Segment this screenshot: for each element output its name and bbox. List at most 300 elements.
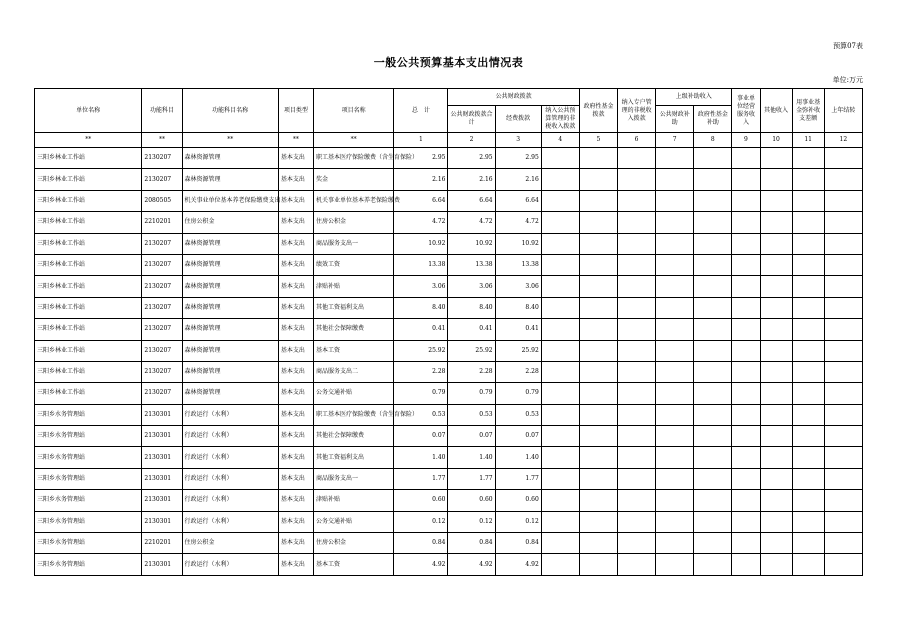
cell-fund-deficit: [792, 404, 824, 425]
cell-other-income: [760, 148, 792, 169]
cell-sup-gov-fund: [694, 468, 732, 489]
cell-func-code: 2130301: [142, 468, 182, 489]
cell-sup-public: [656, 233, 694, 254]
code-cell: **: [278, 133, 313, 148]
code-cell: 11: [792, 133, 824, 148]
cell-pf-nontax: [541, 169, 579, 190]
cell-item-name: 住房公积金: [313, 212, 393, 233]
cell-carryover: [824, 254, 862, 275]
cell-pf-subtotal: 4.72: [448, 212, 495, 233]
table-row: [35, 426, 863, 447]
cell-other-income: [760, 212, 792, 233]
cell-pf-subtotal: 0.60: [448, 490, 495, 511]
cell-pf-subtotal: 13.38: [448, 254, 495, 275]
table-row: [35, 254, 863, 275]
table-row: [35, 233, 863, 254]
cell-pf-nontax: [541, 554, 579, 575]
cell-item-type: 基本支出: [278, 468, 313, 489]
cell-unit-name: 三阳乡林业工作站: [35, 340, 142, 361]
table-row: [35, 383, 863, 404]
cell-pf-nontax: [541, 254, 579, 275]
cell-pf-nontax: [541, 533, 579, 554]
cell-sup-gov-fund: [694, 190, 732, 211]
cell-fund-deficit: [792, 276, 824, 297]
cell-sup-public: [656, 511, 694, 532]
cell-sup-public: [656, 190, 694, 211]
cell-sup-gov-fund: [694, 383, 732, 404]
cell-sup-public: [656, 447, 694, 468]
cell-func-code: 2130301: [142, 554, 182, 575]
header-business: 事业单位经营服务收入: [732, 89, 760, 133]
cell-pf-subtotal: 25.92: [448, 340, 495, 361]
cell-carryover: [824, 554, 862, 575]
cell-gov-fund: [579, 276, 617, 297]
cell-fund-deficit: [792, 190, 824, 211]
table-row: [35, 447, 863, 468]
cell-fund-deficit: [792, 361, 824, 382]
cell-special-nontax: [618, 297, 656, 318]
cell-fund-deficit: [792, 148, 824, 169]
cell-carryover: [824, 233, 862, 254]
cell-func-name: 森林资源管理: [182, 148, 278, 169]
cell-special-nontax: [618, 276, 656, 297]
cell-carryover: [824, 490, 862, 511]
code-cell: 10: [760, 133, 792, 148]
cell-special-nontax: [618, 490, 656, 511]
cell-item-name: 奖金: [313, 169, 393, 190]
cell-sup-public: [656, 276, 694, 297]
cell-fund-deficit: [792, 383, 824, 404]
cell-sup-public: [656, 361, 694, 382]
cell-item-type: 基本支出: [278, 426, 313, 447]
cell-other-income: [760, 404, 792, 425]
cell-other-income: [760, 426, 792, 447]
cell-unit-name: 三阳乡林业工作站: [35, 319, 142, 340]
table-row: [35, 276, 863, 297]
cell-special-nontax: [618, 148, 656, 169]
cell-item-type: 基本支出: [278, 190, 313, 211]
cell-special-nontax: [618, 233, 656, 254]
cell-fund-deficit: [792, 233, 824, 254]
cell-total: 1.77: [394, 468, 448, 489]
cell-item-type: 基本支出: [278, 533, 313, 554]
cell-item-name: 基本工资: [313, 554, 393, 575]
cell-func-name: 住房公积金: [182, 533, 278, 554]
cell-func-code: 2130207: [142, 340, 182, 361]
cell-gov-fund: [579, 340, 617, 361]
cell-unit-name: 三阳乡林业工作站: [35, 212, 142, 233]
cell-gov-fund: [579, 169, 617, 190]
cell-item-type: 基本支出: [278, 490, 313, 511]
header-item-name: 项目名称: [313, 89, 393, 133]
cell-pf-expense: 0.60: [495, 490, 541, 511]
cell-business: [732, 319, 760, 340]
cell-item-type: 基本支出: [278, 297, 313, 318]
cell-fund-deficit: [792, 511, 824, 532]
cell-sup-public: [656, 340, 694, 361]
cell-business: [732, 190, 760, 211]
cell-sup-public: [656, 148, 694, 169]
cell-carryover: [824, 404, 862, 425]
cell-item-name: 其他社会保障缴费: [313, 319, 393, 340]
cell-gov-fund: [579, 190, 617, 211]
cell-func-code: 2130301: [142, 490, 182, 511]
cell-fund-deficit: [792, 297, 824, 318]
header-fund-deficit: 用事业基金弥补收支差额: [792, 89, 824, 133]
cell-fund-deficit: [792, 533, 824, 554]
cell-other-income: [760, 447, 792, 468]
cell-total: 2.16: [394, 169, 448, 190]
cell-pf-nontax: [541, 447, 579, 468]
cell-business: [732, 233, 760, 254]
cell-pf-nontax: [541, 148, 579, 169]
cell-pf-expense: 0.41: [495, 319, 541, 340]
cell-carryover: [824, 447, 862, 468]
cell-fund-deficit: [792, 340, 824, 361]
cell-gov-fund: [579, 319, 617, 340]
cell-sup-gov-fund: [694, 361, 732, 382]
cell-item-name: 津贴补贴: [313, 276, 393, 297]
cell-fund-deficit: [792, 554, 824, 575]
header-gov-fund: 政府性基金拨款: [579, 89, 617, 133]
cell-pf-expense: 25.92: [495, 340, 541, 361]
header-other-income: 其他收入: [760, 89, 792, 133]
cell-fund-deficit: [792, 468, 824, 489]
cell-pf-subtotal: 0.84: [448, 533, 495, 554]
cell-carryover: [824, 383, 862, 404]
cell-business: [732, 468, 760, 489]
cell-pf-expense: 13.38: [495, 254, 541, 275]
cell-func-name: 森林资源管理: [182, 276, 278, 297]
cell-carryover: [824, 511, 862, 532]
cell-item-type: 基本支出: [278, 447, 313, 468]
cell-unit-name: 三阳乡林业工作站: [35, 233, 142, 254]
cell-sup-gov-fund: [694, 426, 732, 447]
cell-pf-nontax: [541, 511, 579, 532]
cell-item-type: 基本支出: [278, 169, 313, 190]
cell-sup-public: [656, 533, 694, 554]
cell-total: 3.06: [394, 276, 448, 297]
cell-fund-deficit: [792, 447, 824, 468]
cell-sup-gov-fund: [694, 233, 732, 254]
cell-special-nontax: [618, 468, 656, 489]
cell-other-income: [760, 254, 792, 275]
cell-carryover: [824, 212, 862, 233]
cell-other-income: [760, 361, 792, 382]
cell-item-type: 基本支出: [278, 361, 313, 382]
cell-unit-name: 三阳乡水务管理站: [35, 490, 142, 511]
header-pf-subtotal: 公共财政拨款合计: [448, 106, 495, 133]
cell-business: [732, 554, 760, 575]
cell-carryover: [824, 148, 862, 169]
cell-func-code: 2210201: [142, 212, 182, 233]
cell-business: [732, 212, 760, 233]
cell-other-income: [760, 276, 792, 297]
cell-carryover: [824, 276, 862, 297]
cell-item-type: 基本支出: [278, 404, 313, 425]
cell-func-name: 森林资源管理: [182, 254, 278, 275]
cell-business: [732, 276, 760, 297]
cell-item-type: 基本支出: [278, 511, 313, 532]
cell-pf-subtotal: 0.12: [448, 511, 495, 532]
cell-pf-expense: 0.79: [495, 383, 541, 404]
cell-func-code: 2130207: [142, 254, 182, 275]
header-sup-gov-fund: 政府性基金补助: [694, 106, 732, 133]
cell-item-name: 机关事业单位基本养老保险缴费: [313, 190, 393, 211]
cell-func-name: 行政运行（水利）: [182, 468, 278, 489]
header-func-name: 功能科目名称: [182, 89, 278, 133]
cell-func-code: 2080505: [142, 190, 182, 211]
cell-pf-subtotal: 10.92: [448, 233, 495, 254]
cell-item-name: 绩效工资: [313, 254, 393, 275]
cell-func-code: 2130207: [142, 233, 182, 254]
cell-special-nontax: [618, 554, 656, 575]
header-total: 总 计: [394, 89, 448, 133]
cell-total: 25.92: [394, 340, 448, 361]
cell-gov-fund: [579, 426, 617, 447]
cell-business: [732, 361, 760, 382]
cell-business: [732, 533, 760, 554]
cell-carryover: [824, 533, 862, 554]
table-row: [35, 361, 863, 382]
cell-unit-name: 三阳乡林业工作站: [35, 169, 142, 190]
cell-other-income: [760, 233, 792, 254]
cell-gov-fund: [579, 533, 617, 554]
cell-func-code: 2130301: [142, 404, 182, 425]
cell-total: 4.92: [394, 554, 448, 575]
cell-total: 2.28: [394, 361, 448, 382]
cell-item-type: 基本支出: [278, 148, 313, 169]
cell-pf-expense: 2.16: [495, 169, 541, 190]
cell-pf-nontax: [541, 468, 579, 489]
cell-gov-fund: [579, 383, 617, 404]
cell-sup-gov-fund: [694, 340, 732, 361]
cell-item-name: 其他社会保障缴费: [313, 426, 393, 447]
cell-total: 6.64: [394, 190, 448, 211]
header-sup-public: 公共财政补助: [656, 106, 694, 133]
cell-business: [732, 340, 760, 361]
cell-pf-nontax: [541, 276, 579, 297]
cell-business: [732, 297, 760, 318]
cell-total: 0.84: [394, 533, 448, 554]
cell-sup-gov-fund: [694, 276, 732, 297]
code-cell: 3: [495, 133, 541, 148]
cell-pf-nontax: [541, 426, 579, 447]
cell-business: [732, 169, 760, 190]
cell-sup-gov-fund: [694, 212, 732, 233]
cell-unit-name: 三阳乡水务管理站: [35, 533, 142, 554]
cell-pf-nontax: [541, 319, 579, 340]
cell-carryover: [824, 468, 862, 489]
cell-func-name: 行政运行（水利）: [182, 490, 278, 511]
cell-unit-name: 三阳乡水务管理站: [35, 426, 142, 447]
cell-special-nontax: [618, 190, 656, 211]
cell-item-name: 商品服务支出二: [313, 361, 393, 382]
cell-special-nontax: [618, 511, 656, 532]
cell-pf-expense: 1.77: [495, 468, 541, 489]
cell-pf-expense: 1.40: [495, 447, 541, 468]
cell-pf-expense: 4.92: [495, 554, 541, 575]
cell-other-income: [760, 190, 792, 211]
cell-unit-name: 三阳乡林业工作站: [35, 383, 142, 404]
cell-sup-public: [656, 554, 694, 575]
cell-business: [732, 254, 760, 275]
cell-other-income: [760, 297, 792, 318]
code-cell: 4: [541, 133, 579, 148]
cell-func-code: 2130207: [142, 383, 182, 404]
cell-sup-public: [656, 426, 694, 447]
cell-carryover: [824, 319, 862, 340]
cell-pf-nontax: [541, 297, 579, 318]
cell-gov-fund: [579, 490, 617, 511]
cell-sup-gov-fund: [694, 404, 732, 425]
cell-total: 0.53: [394, 404, 448, 425]
cell-business: [732, 490, 760, 511]
cell-item-type: 基本支出: [278, 233, 313, 254]
cell-pf-expense: 3.06: [495, 276, 541, 297]
cell-pf-subtotal: 1.40: [448, 447, 495, 468]
cell-func-code: 2130207: [142, 169, 182, 190]
cell-carryover: [824, 361, 862, 382]
cell-pf-expense: 0.07: [495, 426, 541, 447]
cell-pf-nontax: [541, 361, 579, 382]
cell-func-name: 森林资源管理: [182, 361, 278, 382]
cell-func-name: 森林资源管理: [182, 169, 278, 190]
cell-func-name: 森林资源管理: [182, 340, 278, 361]
form-number: 预算07表: [833, 42, 863, 50]
table-row: [35, 511, 863, 532]
cell-business: [732, 426, 760, 447]
cell-sup-gov-fund: [694, 447, 732, 468]
cell-pf-subtotal: 0.07: [448, 426, 495, 447]
cell-item-type: 基本支出: [278, 276, 313, 297]
cell-gov-fund: [579, 254, 617, 275]
table-row: [35, 340, 863, 361]
cell-total: 0.12: [394, 511, 448, 532]
cell-other-income: [760, 468, 792, 489]
header-superior: 上级补助收入: [656, 89, 732, 106]
cell-unit-name: 三阳乡水务管理站: [35, 447, 142, 468]
cell-other-income: [760, 383, 792, 404]
cell-business: [732, 404, 760, 425]
cell-sup-public: [656, 254, 694, 275]
cell-sup-public: [656, 297, 694, 318]
cell-special-nontax: [618, 447, 656, 468]
cell-fund-deficit: [792, 169, 824, 190]
cell-pf-nontax: [541, 233, 579, 254]
cell-total: 10.92: [394, 233, 448, 254]
cell-total: 0.79: [394, 383, 448, 404]
cell-pf-subtotal: 0.41: [448, 319, 495, 340]
cell-carryover: [824, 426, 862, 447]
cell-func-code: 2130207: [142, 361, 182, 382]
cell-unit-name: 三阳乡林业工作站: [35, 361, 142, 382]
cell-unit-name: 三阳乡林业工作站: [35, 297, 142, 318]
cell-unit-name: 三阳乡水务管理站: [35, 468, 142, 489]
cell-special-nontax: [618, 319, 656, 340]
cell-func-code: 2130207: [142, 297, 182, 318]
cell-gov-fund: [579, 468, 617, 489]
table-row: [35, 169, 863, 190]
cell-pf-expense: 6.64: [495, 190, 541, 211]
header-pf-expense: 经费拨款: [495, 106, 541, 133]
cell-gov-fund: [579, 297, 617, 318]
cell-other-income: [760, 490, 792, 511]
table-row: [35, 490, 863, 511]
cell-total: 0.07: [394, 426, 448, 447]
cell-func-name: 行政运行（水利）: [182, 404, 278, 425]
cell-sup-gov-fund: [694, 297, 732, 318]
unit-label: 单位:万元: [832, 76, 863, 84]
cell-gov-fund: [579, 511, 617, 532]
header-carryover: 上年结转: [824, 89, 862, 133]
cell-func-name: 森林资源管理: [182, 233, 278, 254]
cell-unit-name: 三阳乡水务管理站: [35, 554, 142, 575]
cell-fund-deficit: [792, 212, 824, 233]
cell-business: [732, 148, 760, 169]
cell-special-nontax: [618, 404, 656, 425]
cell-item-type: 基本支出: [278, 340, 313, 361]
code-cell: **: [313, 133, 393, 148]
cell-item-name: 住房公积金: [313, 533, 393, 554]
cell-gov-fund: [579, 447, 617, 468]
cell-pf-expense: 0.12: [495, 511, 541, 532]
cell-special-nontax: [618, 340, 656, 361]
cell-item-name: 基本工资: [313, 340, 393, 361]
cell-carryover: [824, 169, 862, 190]
header-public-finance: 公共财政拨款: [448, 89, 579, 106]
table-row: [35, 554, 863, 575]
cell-sup-public: [656, 490, 694, 511]
cell-business: [732, 383, 760, 404]
table-row: [35, 533, 863, 554]
cell-sup-public: [656, 319, 694, 340]
table-row: [35, 190, 863, 211]
cell-pf-nontax: [541, 383, 579, 404]
cell-pf-nontax: [541, 490, 579, 511]
header-special-nontax: 纳入专户管理的非税收入拨款: [618, 89, 656, 133]
cell-sup-gov-fund: [694, 319, 732, 340]
cell-item-name: 公务交通补贴: [313, 383, 393, 404]
cell-sup-gov-fund: [694, 254, 732, 275]
table-row: [35, 212, 863, 233]
column-code-row: [35, 133, 863, 148]
cell-unit-name: 三阳乡水务管理站: [35, 511, 142, 532]
cell-sup-gov-fund: [694, 511, 732, 532]
cell-item-type: 基本支出: [278, 254, 313, 275]
cell-other-income: [760, 340, 792, 361]
cell-special-nontax: [618, 383, 656, 404]
cell-sup-gov-fund: [694, 490, 732, 511]
cell-func-code: 2130207: [142, 276, 182, 297]
code-cell: 7: [656, 133, 694, 148]
budget-table: [34, 88, 863, 576]
cell-other-income: [760, 319, 792, 340]
cell-pf-subtotal: 2.16: [448, 169, 495, 190]
cell-pf-expense: 8.40: [495, 297, 541, 318]
cell-other-income: [760, 511, 792, 532]
cell-item-name: 商品服务支出一: [313, 233, 393, 254]
cell-pf-nontax: [541, 190, 579, 211]
page-title: 一般公共预算基本支出情况表: [373, 56, 524, 69]
code-cell: 9: [732, 133, 760, 148]
code-cell: 6: [618, 133, 656, 148]
cell-gov-fund: [579, 404, 617, 425]
cell-pf-expense: 4.72: [495, 212, 541, 233]
cell-pf-subtotal: 8.40: [448, 297, 495, 318]
code-cell: 8: [694, 133, 732, 148]
cell-total: 1.40: [394, 447, 448, 468]
